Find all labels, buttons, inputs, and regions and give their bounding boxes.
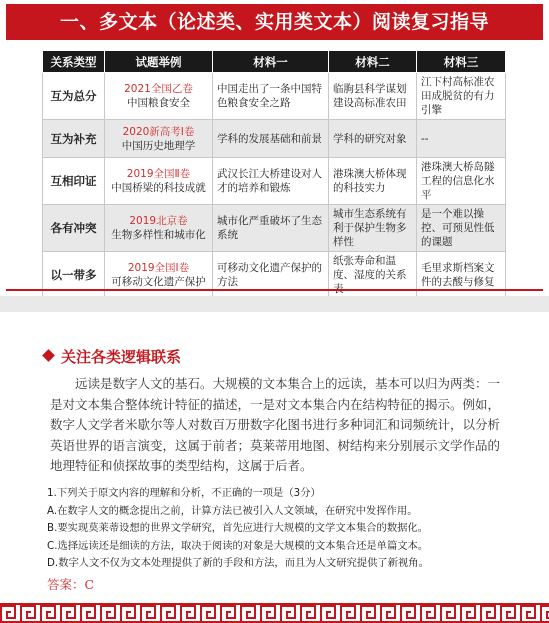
exam-source: 2021全国乙卷 (124, 83, 193, 95)
exam-source: 2019全国Ⅰ卷 (127, 262, 190, 274)
relation-type-cell: 互为补充 (43, 120, 105, 158)
slide-title: 一、多文本（论述类、实用类文本）阅读复习指导 (6, 4, 543, 40)
slide-gap (0, 296, 549, 312)
exam-example-cell (105, 73, 213, 120)
relation-table (42, 50, 506, 299)
material-3-cell: 港珠澳大桥岛隧工程的信息化水平 (417, 158, 506, 205)
material-2-cell: 城市生态系统有利于保护生物多样性 (329, 205, 417, 252)
header-relation-type: 关系类型 (43, 51, 105, 73)
exam-example-cell (105, 120, 213, 158)
material-1-cell: 可移动文化遗产保护的方法 (213, 252, 329, 299)
exam-source: 2020新高考Ⅰ卷 (122, 125, 195, 138)
header-exam-example: 试题举例 (105, 51, 213, 73)
section-heading-text: 关注各类逻辑联系 (61, 348, 182, 366)
material-1-cell: 武汉长江大桥建设对人才的培养和锻炼 (213, 158, 329, 205)
exam-source: 2019北京卷 (129, 215, 188, 227)
exam-example-cell (105, 205, 213, 252)
material-3-cell: 毛里求斯档案文件的去酸与修复 (417, 252, 506, 299)
exam-topic: 生物多样性和城市化 (111, 229, 206, 241)
material-2-cell: 港珠澳大桥体现的科技实力 (329, 158, 417, 205)
option-a: A.在数字人文的概念提出之前，计算方法已被引入人文领域，在研究中发挥作用。 (47, 504, 418, 517)
material-1-cell: 中国走出了一条中国特色粮食安全之路 (213, 73, 329, 120)
exam-source: 2019全国Ⅱ卷 (126, 168, 191, 180)
header-material-2: 材料二 (329, 51, 417, 73)
material-3-cell: -- (417, 120, 506, 158)
header-material-1: 材料一 (213, 51, 329, 73)
question-stem: 1.下列关于原文内容的理解和分析，不正确的一项是（3分） (47, 487, 321, 499)
option-d: D.数字人文不仅为文本处理提供了新的手段和方法，而且为人文研究提供了新视角。 (47, 557, 429, 569)
exam-topic: 中国历史地理学 (121, 139, 196, 152)
relation-type-cell: 以一带多 (43, 252, 105, 299)
table-row (43, 205, 506, 252)
material-1-cell: 学科的发展基础和前景 (213, 120, 329, 158)
material-2-cell: 学科的研究对象 (329, 120, 417, 158)
slide-divider (6, 289, 543, 291)
question-block (47, 485, 527, 573)
material-3-cell: 是一个难以操控、可预见性低的课题 (417, 205, 506, 252)
exam-example-cell (105, 252, 213, 299)
table-row (43, 120, 506, 158)
material-3-cell: 江下村高标准农田成脱贫的有力引擎 (417, 73, 506, 120)
material-1-cell: 城市化严重破坏了生态系统 (213, 205, 329, 252)
exam-topic: 中国桥梁的科技成就 (111, 182, 206, 194)
section-heading (44, 346, 181, 367)
table-row (43, 73, 506, 120)
table-row (43, 252, 506, 299)
exam-example-cell (105, 158, 213, 205)
exam-topic: 中国粮食安全 (127, 97, 190, 109)
diamond-bullet-icon (42, 349, 55, 362)
header-material-3: 材料三 (417, 51, 506, 73)
answer-text: 答案：C (47, 577, 95, 592)
logic-slide (0, 312, 549, 623)
table-row (43, 158, 506, 205)
exam-topic: 可移动文化遗产保护 (111, 276, 206, 288)
table-header-row (43, 51, 506, 73)
material-2-cell: 临朐县科学谋划建设高标准农田 (329, 73, 417, 120)
reading-passage: 远读是数字人文的基石。大规模的文本集合上的远读，基本可以归为两类：一是对文本集合整体统计特征的描述，一是对文本集合内在结构特征的揭示。例如，数字人文学者米歇尔等人对数百万册数字化图书进行多种词汇和词频统计，以分析英语世界的语言演变，这属于前者；莫莱蒂用地图、树结构来分别展示文学作品的地理特征和侦探故事的类型结构，这属于后者。 (50, 376, 501, 473)
meander-border (0, 603, 549, 623)
relation-type-cell: 各有冲突 (43, 205, 105, 252)
option-b: B.要实现莫莱蒂设想的世界文学研究，首先应进行大规模的文学文本集合的数据化。 (47, 522, 429, 534)
option-c: C.选择远读还是细读的方法，取决于阅读的对象是大规模的文本集合还是单篇文本。 (47, 539, 429, 552)
guide-slide (0, 0, 549, 296)
material-2-cell: 纸张寿命和温度、湿度的关系 (329, 252, 417, 299)
relation-type-cell: 互为总分 (43, 73, 105, 120)
relation-type-cell: 互相印证 (43, 158, 105, 205)
